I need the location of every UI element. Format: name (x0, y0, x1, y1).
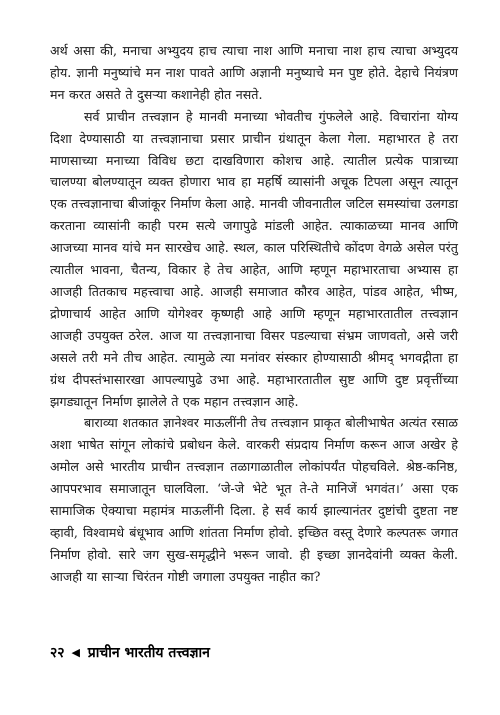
page-number: २२ (50, 645, 65, 661)
left-triangle-marker-icon: ◀ (71, 646, 80, 659)
page-footer (50, 643, 458, 662)
paragraph-1: अर्थ असा की, मनाचा अभ्युदय हाच त्याचा नाश आणि मनाचा नाश हाच त्याचा अभ्युदय होय. ज्ञानी मनुष्यांचे मन नाश पावते आणि अज्ञानी मनुष्याचे मन पुष्ट होते. देहाचे नियंत्रण मन करत असते ते दुसऱ्या कशानेही होत नसते. (50, 43, 458, 102)
page-body (50, 40, 458, 588)
paragraph-2: सर्व प्राचीन तत्त्वज्ञान हे मानवी मनाच्या भोवतीच गुंफलेले आहे. विचारांना योग्य दिशा देण्यासाठी या तत्त्वज्ञानाचा प्रसार प्राचीन ग्रंथातून केला गेला. महाभारत हे तरा माणसाच्या मनाच्या विविध छटा दाखविणारा कोशच आहे. त्यातील प्रत्येक पात्राच्या चालण्या बोलण्यातून व्यक्त होणारा भाव हा महर्षि व्यासांनी अचूक टिपला असून त्यातून एक तत्त्वज्ञानाचा बीजांकूर निर्माण केला आहे. मानवी जीवनातील जटिल समस्यांचा उलगडा करताना व्यासांनी काही परम सत्ये जगापुढे मांडली आहेत. त्याकाळच्या मानव आणि आजच्या मानव यांचे मन सारखेच आहे. स्थल, काल परिस्थितीचे कोंदण वेगळे असेल परंतु त्यातील भावना, चैतन्य, विकार हे तेच आहेत, आणि म्हणून महाभारताचा अभ्यास हा आजही तितकाच महत्त्वाचा आहे. आजही समाजात कौरव आहेत, पांडव आहेत, भीष्म, द्रोणाचार्य आहेत आणि योगेश्वर कृष्णही आहे आणि म्हणून महाभारतातील तत्त्वज्ञान आजही उपयुक्त ठरेल. आज या तत्त्वज्ञानाचा विसर पडल्याचा संभ्रम जाणवतो, असे जरी असले तरी मने तीच आहेत. त्यामुळे त्या मनांवर संस्कार होण्यासाठी श्रीमद् भगवद्गीता हा ग्रंथ दीपस्तंभासारखा आपल्यापुढे उभा आहे. महाभारतातील सुष्ट आणि दुष्ट प्रवृत्तींच्या झगड्यातून निर्माण झालेले ते एक महान तत्त्वज्ञान आहे. (50, 108, 458, 409)
book-title: प्राचीन भारतीय तत्त्वज्ञान (87, 645, 210, 661)
paragraph-3: बाराव्या शतकात ज्ञानेश्वर माऊलींनी तेच तत्त्वज्ञान प्राकृत बोलीभाषेत अत्यंत रसाळ अशा भाषेत सांगून लोकांचे प्रबोधन केले. वारकरी संप्रदाय निर्माण करून आज अखेर हे अमोल असे भारतीय प्राचीन तत्त्वज्ञान तळागाळातील लोकांपर्यंत पोहचविले. श्रेष्ठ-कनिष्ठ, आपपरभाव समाजातून घालविला. ‘जे-जे भेटे भूत ते-ते मानिजें भगवंत।’ असा एक सामाजिक ऐक्याचा महामंत्र माऊलींनी दिला. हे सर्व कार्य झाल्यानंतर दुष्टांची दुष्टता नष्ट व्हावी, विश्वामधे बंधूभाव आणि शांतता निर्माण होवो. इच्छित वस्तू देणारे कल्पतरू जगात निर्माण होवो. सारे जग सुख-समृद्धीने भरून जावो. ही इच्छा ज्ञानदेवांनी व्यक्त केली. आजही या साऱ्या चिरंतन गोष्टी जगाला उपयुक्त नाहीत का? (50, 415, 458, 584)
